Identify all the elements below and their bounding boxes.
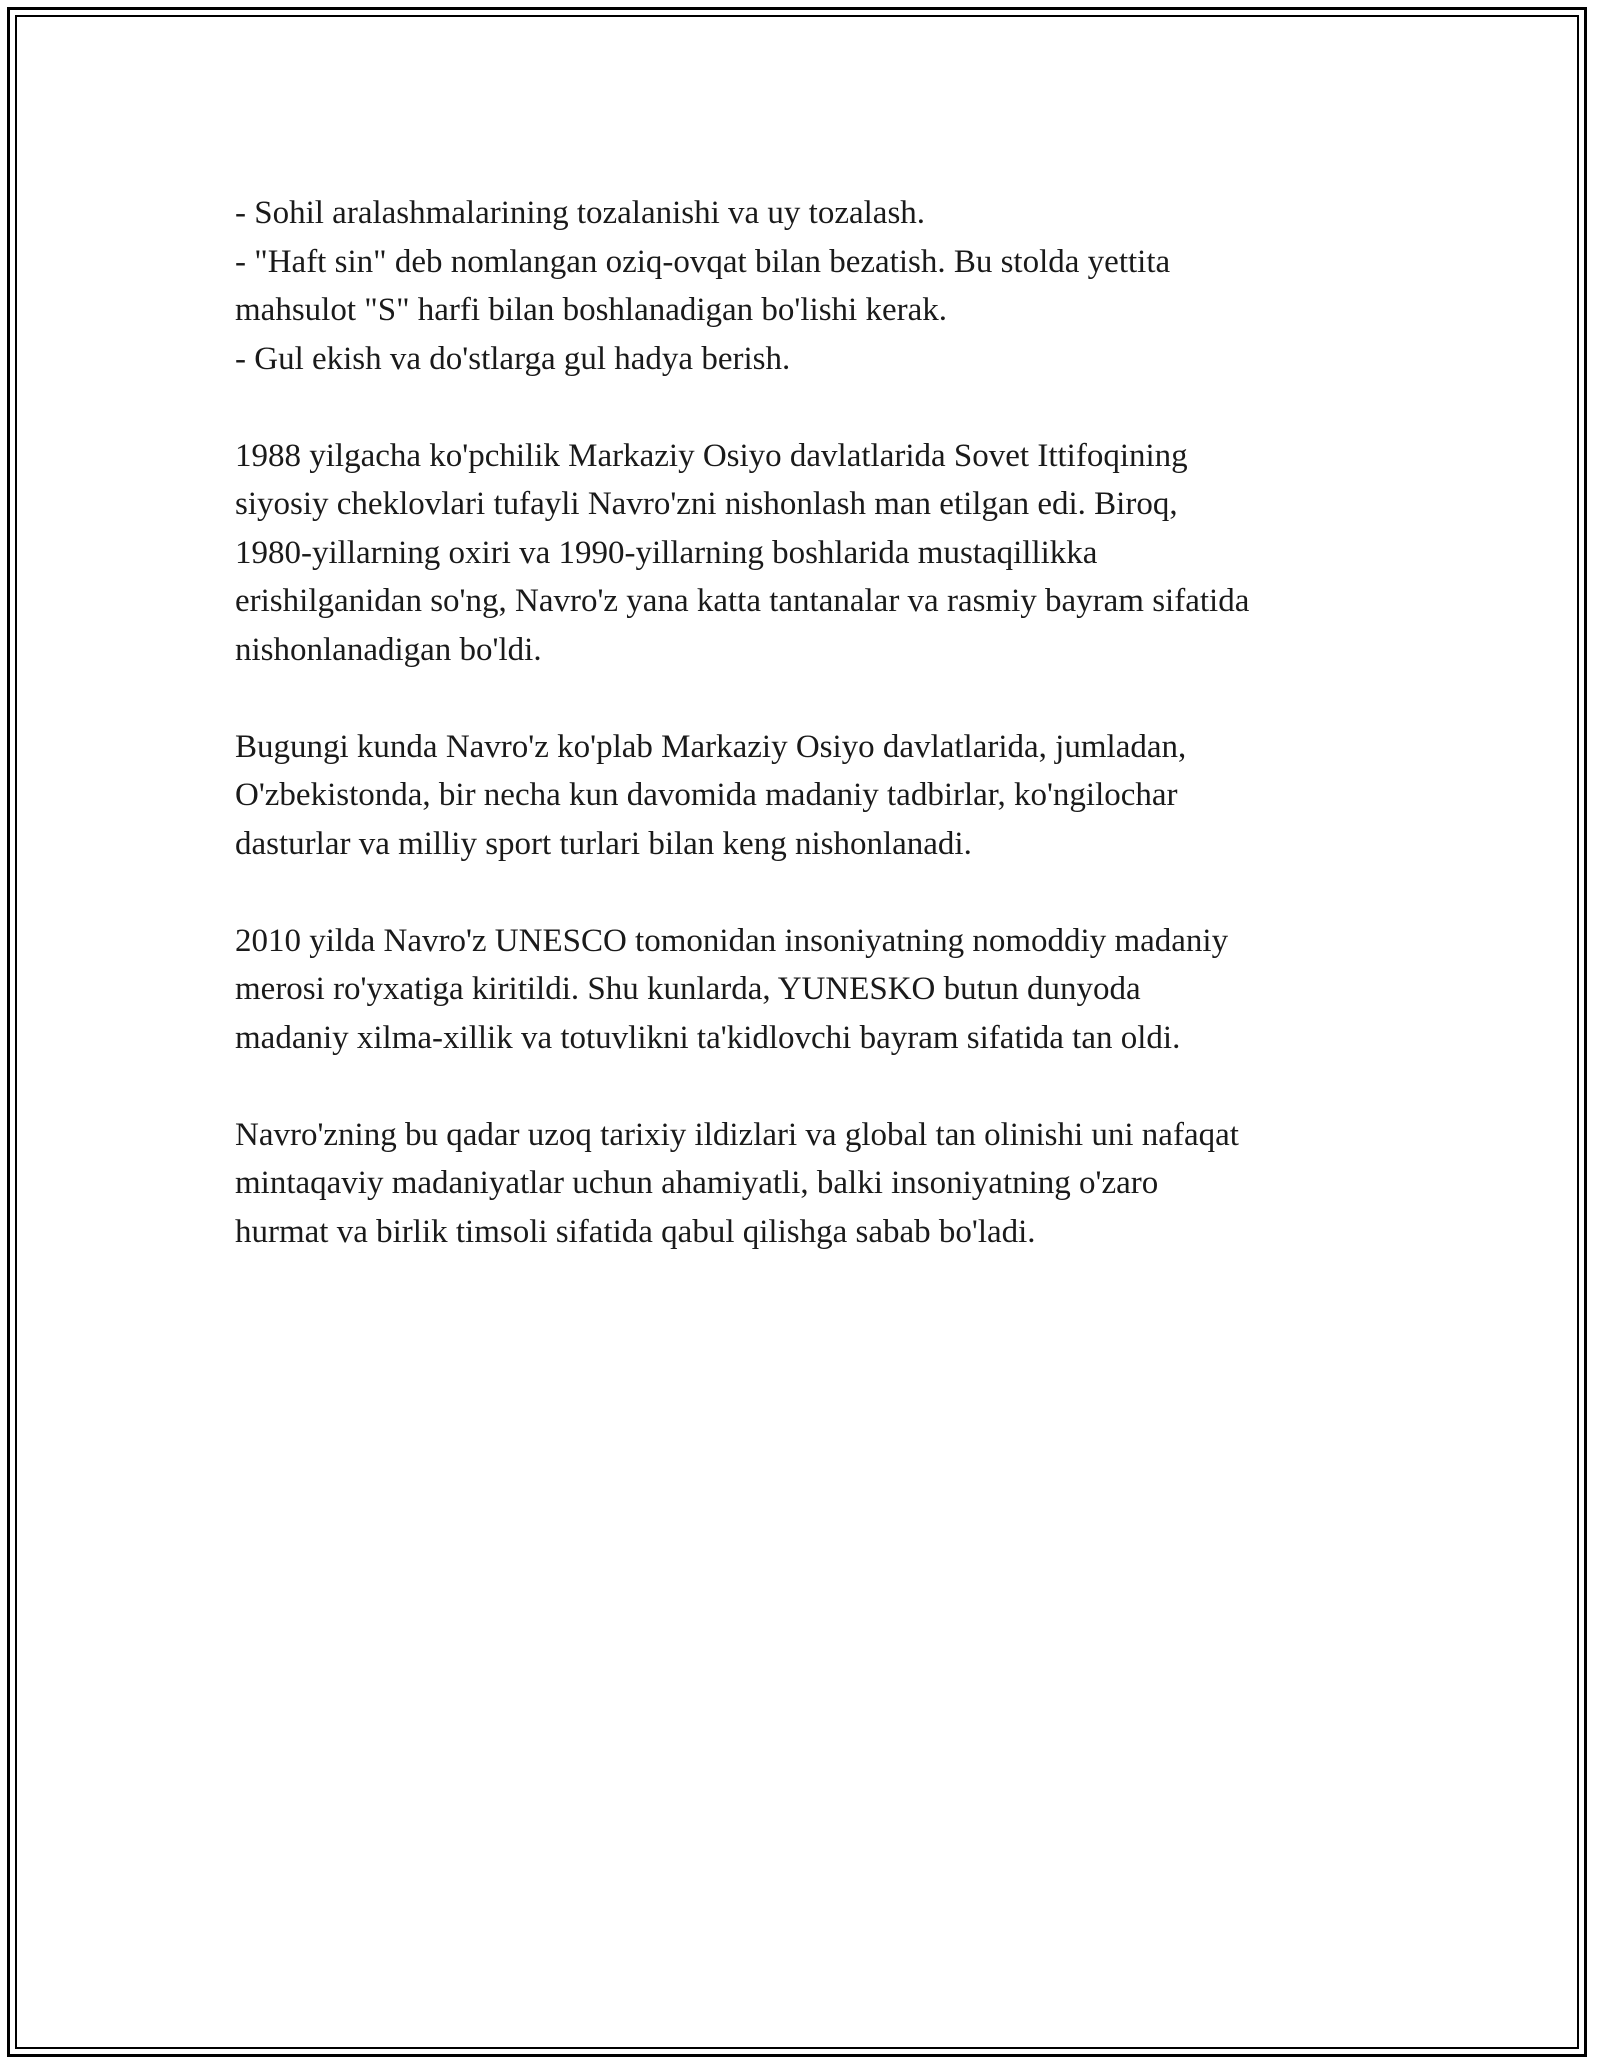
paragraph-line: erishilganidan so'ng, Navro'z yana katta tantanalar va rasmiy bayram sifatida — [235, 583, 1250, 619]
document-body — [235, 189, 1395, 1305]
paragraph-line: hurmat va birlik timsoli sifatida qabul qilishga sabab bo'ladi. — [235, 1213, 1036, 1250]
list-item-continuation: mahsulot "S" harfi bilan boshlanadigan bo'lishi kerak. — [235, 292, 948, 328]
list-block — [235, 189, 1395, 383]
paragraph-line: O'zbekistonda, bir necha kun davomida madaniy tadbirlar, ko'ngilochar — [235, 777, 1178, 813]
paragraph-line: 2010 yilda Navro'z UNESCO tomonidan insoniyatning nomoddiy madaniy — [235, 922, 1229, 959]
list-item: - "Haft sin" deb nomlangan oziq-ovqat bilan bezatish. Bu stolda yettita — [235, 243, 1171, 280]
paragraph-line: merosi ro'yxatiga kiritildi. Shu kunlarda, YUNESKO butun dunyoda — [235, 971, 1141, 1007]
paragraph-line: 1980-yillarning oxiri va 1990-yillarning boshlarida mustaqillikka — [235, 534, 1098, 571]
paragraph-soviet-restrictions — [235, 432, 1395, 675]
paragraph-line: Navro'zning bu qadar uzoq tarixiy ildizlari va global tan olinishi uni nafaqat — [235, 1116, 1239, 1153]
paragraph-line: madaniy xilma-xillik va totuvlikni ta'kidlovchi bayram sifatida tan oldi. — [235, 1019, 1181, 1056]
paragraph-line: 1988 yilgacha ko'pchilik Markaziy Osiyo davlatlarida Sovet Ittifoqining — [235, 437, 1188, 474]
paragraph-line: mintaqaviy madaniyatlar uchun ahamiyatli, balki insoniyatning o'zaro — [235, 1165, 1159, 1201]
paragraph-conclusion — [235, 1111, 1395, 1257]
list-item: - Gul ekish va do'stlarga gul hadya berish. — [235, 340, 791, 377]
paragraph-line: Bugungi kunda Navro'z ko'plab Markaziy Osiyo davlatlarida, jumladan, — [235, 728, 1187, 765]
list-item: - Sohil aralashmalarining tozalanishi va uy tozalash. — [235, 195, 926, 231]
paragraph-line: siyosiy cheklovlari tufayli Navro'zni nishonlash man etilgan edi. Biroq, — [235, 486, 1178, 522]
paragraph-line: nishonlanadigan bo'ldi. — [235, 631, 542, 668]
paragraph-today — [235, 723, 1395, 869]
paragraph-unesco — [235, 917, 1395, 1063]
paragraph-line: dasturlar va milliy sport turlari bilan keng nishonlanadi. — [235, 825, 972, 862]
